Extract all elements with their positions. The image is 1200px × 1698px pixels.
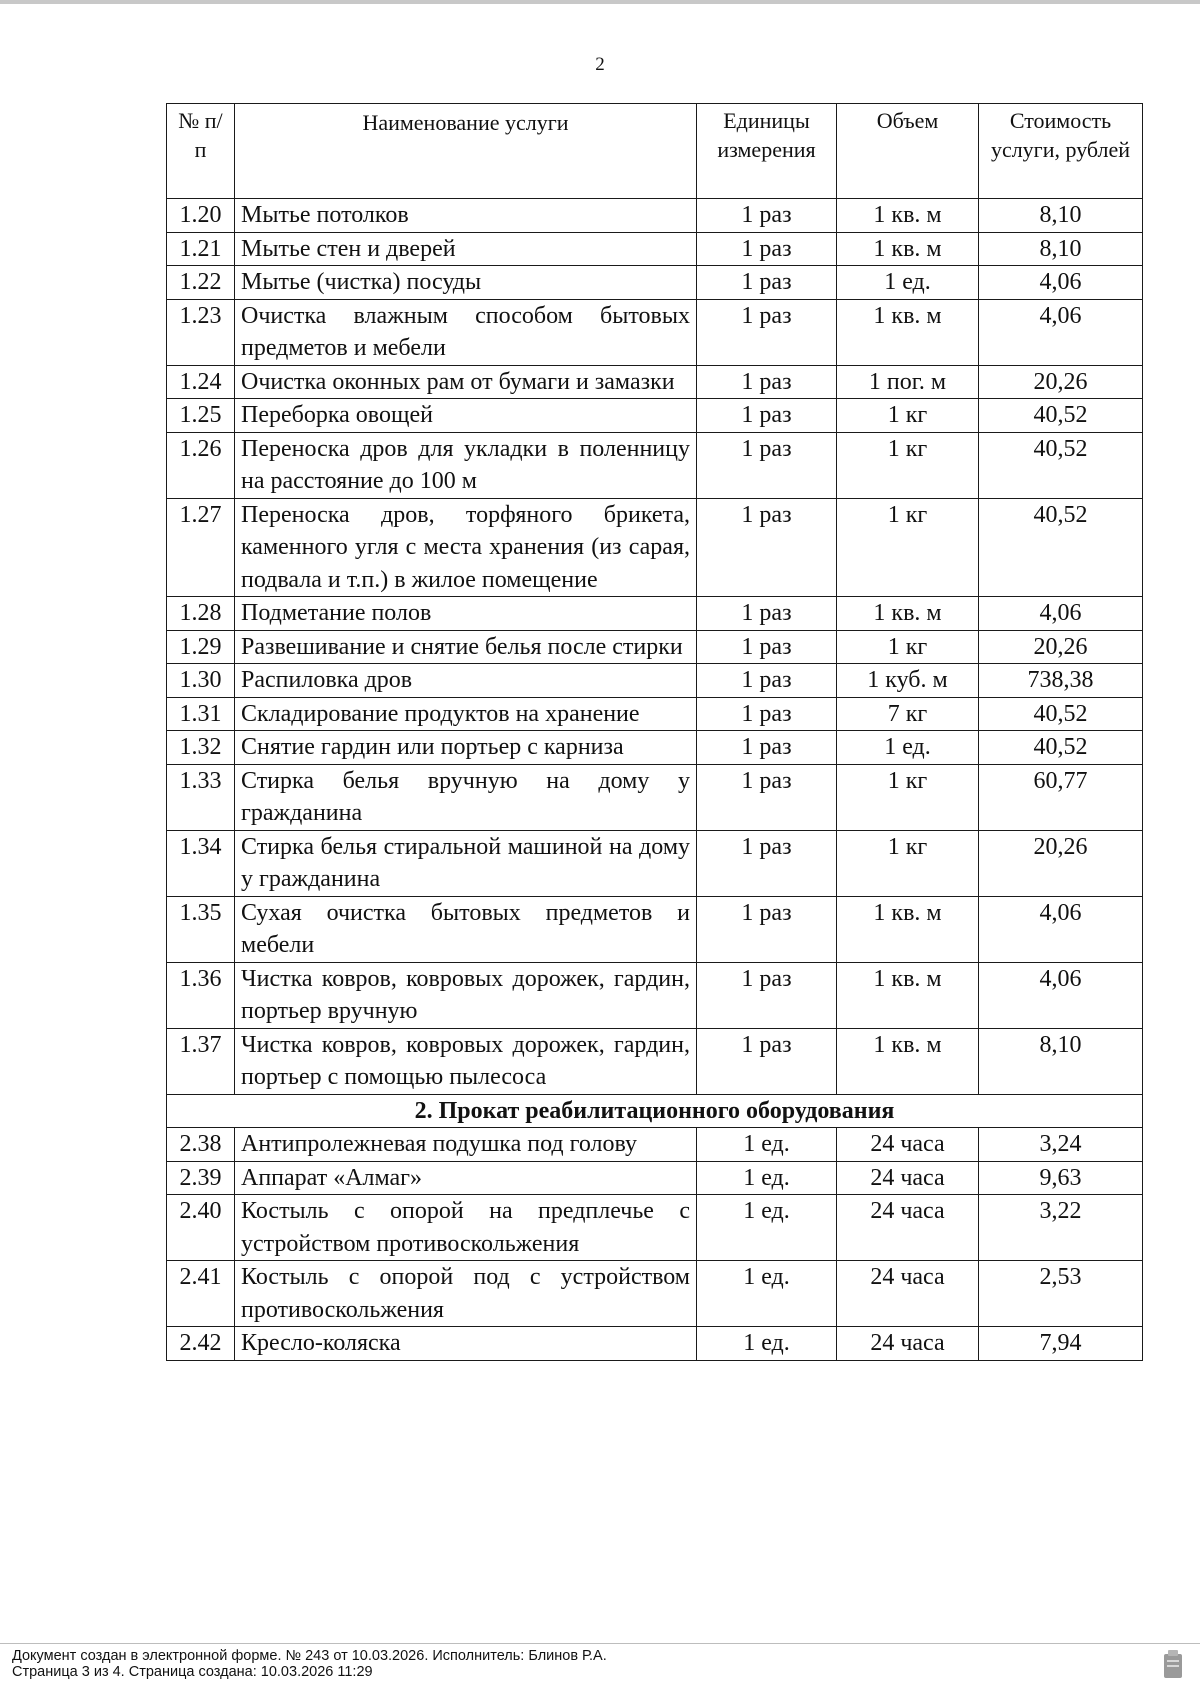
cell-name: Развешивание и снятие белья после стирки bbox=[235, 630, 697, 664]
cell-price: 60,77 bbox=[979, 764, 1143, 830]
cell-volume: 24 часа bbox=[837, 1195, 979, 1261]
table-row bbox=[167, 1128, 1143, 1162]
cell-name: Складирование продуктов на хранение bbox=[235, 697, 697, 731]
cell-unit: 1 раз bbox=[697, 962, 837, 1028]
footer-line-2: Страница 3 из 4. Страница создана: 10.03.2026 11:29 bbox=[12, 1663, 373, 1680]
cell-num: 2.42 bbox=[167, 1327, 235, 1361]
section-title: 2. Прокат реабилитационного оборудования bbox=[167, 1094, 1143, 1128]
cell-unit: 1 раз bbox=[697, 697, 837, 731]
cell-num: 1.34 bbox=[167, 830, 235, 896]
cell-unit: 1 раз bbox=[697, 896, 837, 962]
cell-volume: 24 часа bbox=[837, 1327, 979, 1361]
header-num: № п/п bbox=[167, 104, 235, 199]
cell-unit: 1 ед. bbox=[697, 1261, 837, 1327]
cell-unit: 1 раз bbox=[697, 1028, 837, 1094]
header-price: Стоимость услуги, рублей bbox=[979, 104, 1143, 199]
cell-name: Переборка овощей bbox=[235, 399, 697, 433]
cell-num: 1.35 bbox=[167, 896, 235, 962]
cell-num: 1.20 bbox=[167, 199, 235, 233]
cell-num: 1.32 bbox=[167, 731, 235, 765]
cell-price: 4,06 bbox=[979, 299, 1143, 365]
cell-unit: 1 раз bbox=[697, 830, 837, 896]
cell-name: Стирка белья вручную на дому у гражданина bbox=[235, 764, 697, 830]
table-row bbox=[167, 199, 1143, 233]
cell-price: 40,52 bbox=[979, 697, 1143, 731]
cell-price: 40,52 bbox=[979, 399, 1143, 433]
cell-price: 40,52 bbox=[979, 432, 1143, 498]
cell-num: 1.33 bbox=[167, 764, 235, 830]
cell-name: Очистка влажным способом бытовых предметов и мебели bbox=[235, 299, 697, 365]
cell-price: 9,63 bbox=[979, 1161, 1143, 1195]
cell-volume: 1 кв. м bbox=[837, 232, 979, 266]
table-row bbox=[167, 1261, 1143, 1327]
cell-unit: 1 раз bbox=[697, 630, 837, 664]
table-row bbox=[167, 896, 1143, 962]
cell-price: 4,06 bbox=[979, 597, 1143, 631]
cell-unit: 1 раз bbox=[697, 731, 837, 765]
cell-name: Распиловка дров bbox=[235, 664, 697, 698]
cell-name: Стирка белья стиральной машиной на дому у гражданина bbox=[235, 830, 697, 896]
table-row bbox=[167, 697, 1143, 731]
cell-price: 8,10 bbox=[979, 1028, 1143, 1094]
cell-unit: 1 ед. bbox=[697, 1195, 837, 1261]
table-row bbox=[167, 365, 1143, 399]
cell-volume: 1 кв. м bbox=[837, 896, 979, 962]
page-number: 2 bbox=[595, 54, 605, 75]
cell-num: 2.38 bbox=[167, 1128, 235, 1162]
header-unit: Единицы измерения bbox=[697, 104, 837, 199]
cell-name: Мытье потолков bbox=[235, 199, 697, 233]
cell-volume: 1 кв. м bbox=[837, 962, 979, 1028]
table-row bbox=[167, 962, 1143, 1028]
cell-name: Переноска дров для укладки в поленницу на расстояние до 100 м bbox=[235, 432, 697, 498]
cell-name: Сухая очистка бытовых предметов и мебели bbox=[235, 896, 697, 962]
cell-num: 1.21 bbox=[167, 232, 235, 266]
cell-num: 1.23 bbox=[167, 299, 235, 365]
cell-num: 1.22 bbox=[167, 266, 235, 300]
cell-num: 1.30 bbox=[167, 664, 235, 698]
cell-unit: 1 раз bbox=[697, 365, 837, 399]
cell-volume: 1 куб. м bbox=[837, 664, 979, 698]
section-title-row bbox=[167, 1094, 1143, 1128]
footer-divider bbox=[0, 1643, 1200, 1644]
table-row bbox=[167, 399, 1143, 433]
document-footer bbox=[12, 1649, 607, 1680]
table-row bbox=[167, 266, 1143, 300]
cell-name: Подметание полов bbox=[235, 597, 697, 631]
table-row bbox=[167, 232, 1143, 266]
cell-price: 3,22 bbox=[979, 1195, 1143, 1261]
scan-top-edge bbox=[0, 0, 1200, 4]
cell-volume: 1 кг bbox=[837, 830, 979, 896]
cell-price: 4,06 bbox=[979, 962, 1143, 1028]
cell-name: Кресло-коляска bbox=[235, 1327, 697, 1361]
cell-volume: 24 часа bbox=[837, 1261, 979, 1327]
cell-volume: 1 кв. м bbox=[837, 1028, 979, 1094]
cell-num: 1.27 bbox=[167, 498, 235, 597]
cell-num: 1.26 bbox=[167, 432, 235, 498]
cell-num: 1.36 bbox=[167, 962, 235, 1028]
cell-volume: 1 кг bbox=[837, 764, 979, 830]
cell-volume: 24 часа bbox=[837, 1128, 979, 1162]
cell-price: 20,26 bbox=[979, 365, 1143, 399]
services-price-table bbox=[166, 103, 1143, 1361]
cell-name: Снятие гардин или портьер с карниза bbox=[235, 731, 697, 765]
table-row bbox=[167, 664, 1143, 698]
cell-price: 40,52 bbox=[979, 731, 1143, 765]
cell-volume: 1 кг bbox=[837, 498, 979, 597]
cell-price: 7,94 bbox=[979, 1327, 1143, 1361]
cell-name: Мытье (чистка) посуды bbox=[235, 266, 697, 300]
cell-volume: 1 кг bbox=[837, 432, 979, 498]
file-icon bbox=[1162, 1648, 1184, 1680]
cell-volume: 1 кг bbox=[837, 399, 979, 433]
cell-unit: 1 раз bbox=[697, 266, 837, 300]
cell-num: 1.28 bbox=[167, 597, 235, 631]
cell-unit: 1 ед. bbox=[697, 1128, 837, 1162]
cell-name: Чистка ковров, ковровых дорожек, гардин, портьер вручную bbox=[235, 962, 697, 1028]
cell-price: 8,10 bbox=[979, 199, 1143, 233]
cell-unit: 1 раз bbox=[697, 399, 837, 433]
cell-unit: 1 раз bbox=[697, 664, 837, 698]
cell-volume: 1 ед. bbox=[837, 266, 979, 300]
cell-unit: 1 ед. bbox=[697, 1161, 837, 1195]
cell-price: 4,06 bbox=[979, 266, 1143, 300]
cell-price: 2,53 bbox=[979, 1261, 1143, 1327]
cell-unit: 1 раз bbox=[697, 199, 837, 233]
cell-name: Переноска дров, торфяного брикета, каменного угля с места хранения (из сарая, подвала и т.п.) в жилое помещение bbox=[235, 498, 697, 597]
cell-name: Антипролежневая подушка под голову bbox=[235, 1128, 697, 1162]
cell-num: 1.31 bbox=[167, 697, 235, 731]
cell-unit: 1 раз bbox=[697, 764, 837, 830]
table-row bbox=[167, 1161, 1143, 1195]
cell-unit: 1 ед. bbox=[697, 1327, 837, 1361]
cell-unit: 1 раз bbox=[697, 432, 837, 498]
footer-line-1: Документ создан в электронной форме. № 243 от 10.03.2026. Исполнитель: Блинов Р.А. bbox=[12, 1648, 607, 1664]
table-row bbox=[167, 764, 1143, 830]
cell-name: Очистка оконных рам от бумаги и замазки bbox=[235, 365, 697, 399]
table-row bbox=[167, 1327, 1143, 1361]
cell-price: 3,24 bbox=[979, 1128, 1143, 1162]
cell-volume: 7 кг bbox=[837, 697, 979, 731]
cell-volume: 1 кв. м bbox=[837, 597, 979, 631]
cell-num: 1.25 bbox=[167, 399, 235, 433]
cell-price: 738,38 bbox=[979, 664, 1143, 698]
cell-volume: 1 кг bbox=[837, 630, 979, 664]
cell-num: 2.39 bbox=[167, 1161, 235, 1195]
table-row bbox=[167, 432, 1143, 498]
cell-name: Мытье стен и дверей bbox=[235, 232, 697, 266]
cell-unit: 1 раз bbox=[697, 299, 837, 365]
table-header-row bbox=[167, 104, 1143, 199]
table-row bbox=[167, 731, 1143, 765]
cell-num: 1.29 bbox=[167, 630, 235, 664]
table-row bbox=[167, 630, 1143, 664]
cell-volume: 1 ед. bbox=[837, 731, 979, 765]
cell-volume: 1 кв. м bbox=[837, 299, 979, 365]
cell-price: 20,26 bbox=[979, 630, 1143, 664]
cell-volume: 24 часа bbox=[837, 1161, 979, 1195]
cell-price: 20,26 bbox=[979, 830, 1143, 896]
table-row bbox=[167, 830, 1143, 896]
cell-num: 1.24 bbox=[167, 365, 235, 399]
cell-price: 4,06 bbox=[979, 896, 1143, 962]
cell-price: 40,52 bbox=[979, 498, 1143, 597]
header-volume: Объем bbox=[837, 104, 979, 199]
cell-num: 1.37 bbox=[167, 1028, 235, 1094]
cell-volume: 1 кв. м bbox=[837, 199, 979, 233]
table-row bbox=[167, 299, 1143, 365]
cell-volume: 1 пог. м bbox=[837, 365, 979, 399]
cell-unit: 1 раз bbox=[697, 232, 837, 266]
table-row bbox=[167, 1028, 1143, 1094]
cell-name: Костыль с опорой на предплечье с устройством противоскольжения bbox=[235, 1195, 697, 1261]
table-row bbox=[167, 597, 1143, 631]
header-name: Наименование услуги bbox=[235, 104, 697, 199]
cell-num: 2.41 bbox=[167, 1261, 235, 1327]
table-row bbox=[167, 498, 1143, 597]
cell-num: 2.40 bbox=[167, 1195, 235, 1261]
cell-name: Аппарат «Алмаг» bbox=[235, 1161, 697, 1195]
cell-price: 8,10 bbox=[979, 232, 1143, 266]
cell-unit: 1 раз bbox=[697, 498, 837, 597]
cell-name: Костыль с опорой под с устройством противоскольжения bbox=[235, 1261, 697, 1327]
cell-name: Чистка ковров, ковровых дорожек, гардин, портьер с помощью пылесоса bbox=[235, 1028, 697, 1094]
cell-unit: 1 раз bbox=[697, 597, 837, 631]
table-row bbox=[167, 1195, 1143, 1261]
